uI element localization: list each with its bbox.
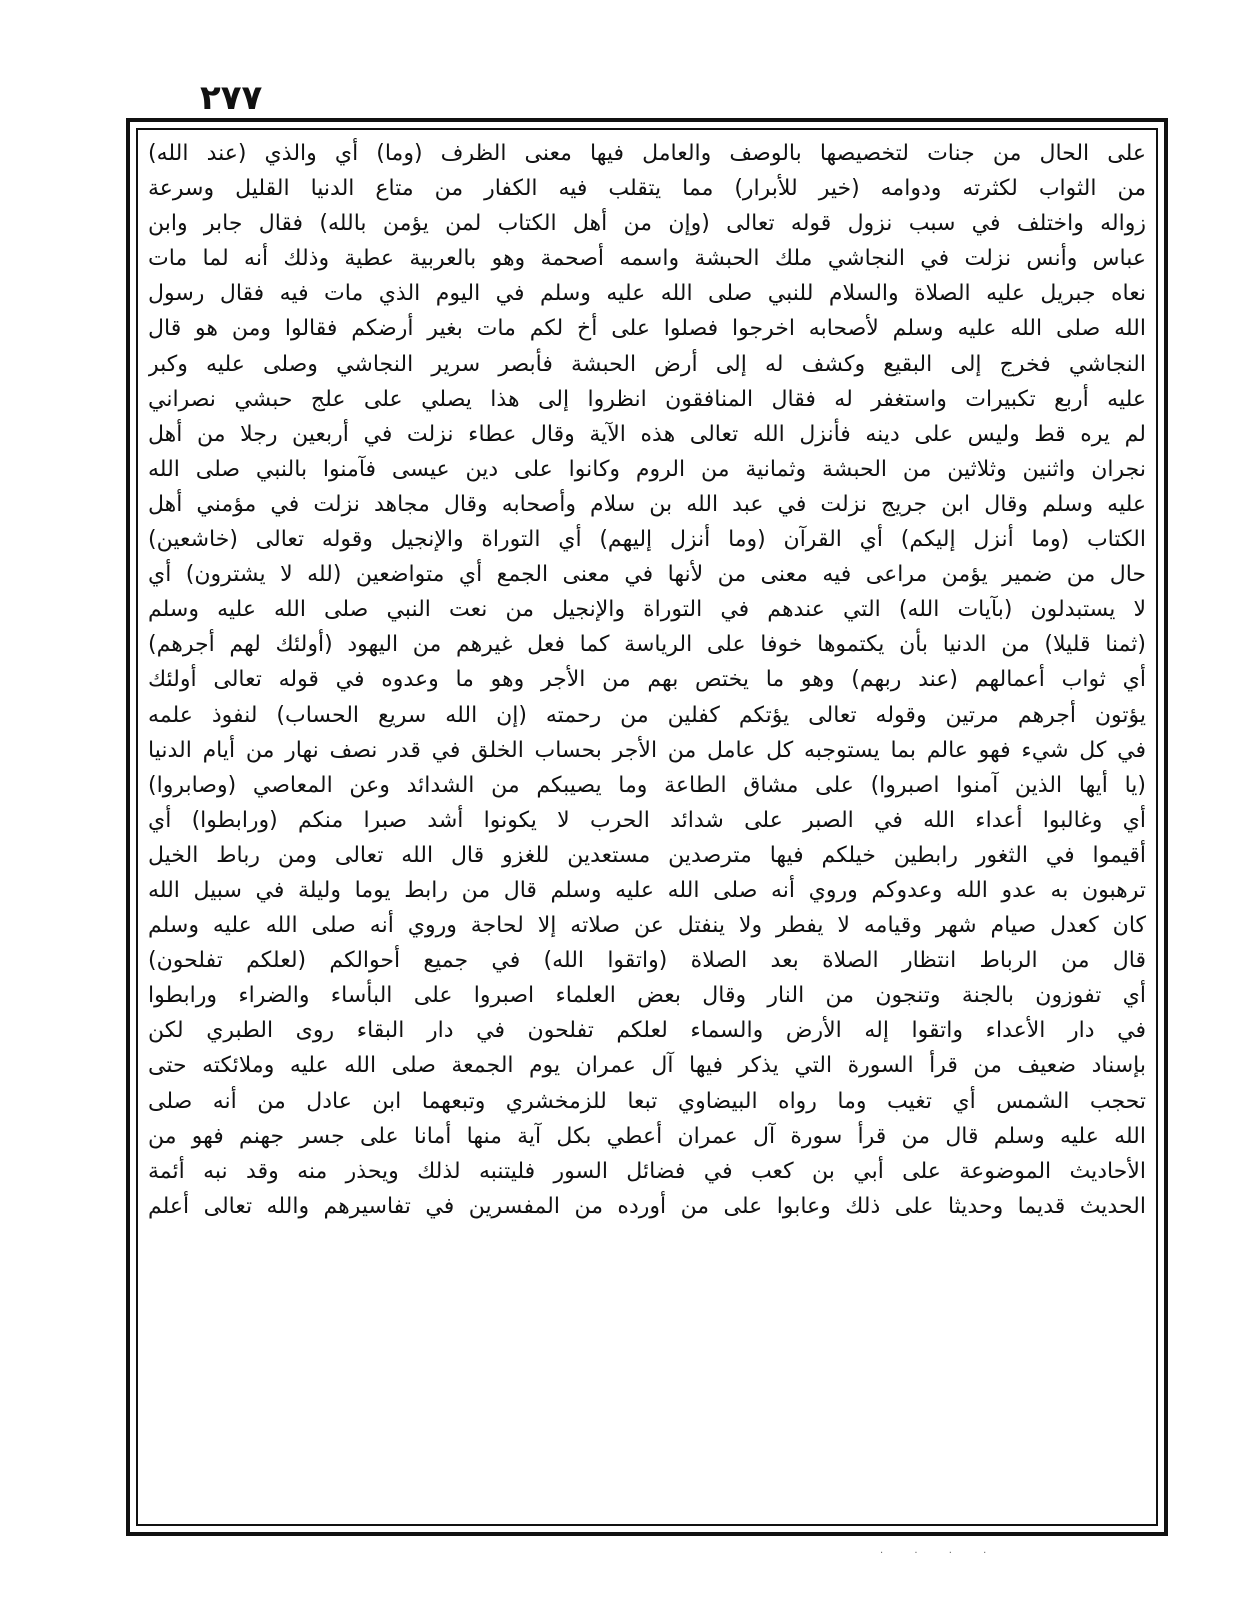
main-text	[148, 136, 1146, 1518]
text-line-19: (يا أيها الذين آمنوا اصبروا) على مشاق الطاعة وما يصيبكم من الشدائد وعن المعاصي (وصابروا)	[148, 772, 1146, 798]
text-line-7: النجاشي فخرج إلى البقيع وكشف له إلى أرض الحبشة فأبصر سرير النجاشي وصلى عليه وكبر	[148, 351, 1146, 377]
text-line-13: حال من ضمير يؤمن مراعى فيه معنى من لأنها في معنى الجمع أي متواضعين (لله لا يشترون) أي	[148, 562, 1146, 588]
page-frame-outer	[126, 118, 1168, 1536]
text-line-27: بإسناد ضعيف من قرأ السورة التي يذكر فيها آل عمران يوم الجمعة صلى الله عليه وملائكته حتى	[148, 1053, 1146, 1079]
text-line-28: تحجب الشمس أي تغيب وما رواه البيضاوي تبعا للزمخشري وتبعهما ابن عادل من أنه صلى	[148, 1088, 1146, 1114]
text-line-24: قال من الرباط انتظار الصلاة بعد الصلاة (واتقوا الله) في جميع أحوالكم (لعلكم تفلحون)	[148, 948, 1146, 974]
text-line-11: عليه وسلم وقال ابن جريج نزلت في عبد الله بن سلام وأصحابه وقال مجاهد نزلت في مؤمني أهل	[148, 491, 1146, 517]
text-line-6: الله صلى الله عليه وسلم لأصحابه اخرجوا فصلوا على أخ لكم مات بغير أرضكم فقالوا ومن هو قال	[148, 316, 1146, 342]
text-line-30: الأحاديث الموضوعة على أبي بن كعب في فضائل السور فليتنبه لذلك ويحذر منه وقد نبه أئمة	[148, 1158, 1146, 1184]
page-number: ٢٧٧	[200, 78, 263, 118]
text-line-26: في دار الأعداء واتقوا إله الأرض والسماء لعلكم تفلحون في دار البقاء روى الطبري لكن	[148, 1018, 1146, 1044]
text-line-10: نجران واثنين وثلاثين من الحبشة وثمانية من الروم وكانوا على دين عيسى فآمنوا بالنبي صلى الله	[148, 456, 1146, 482]
text-line-3: زواله واختلف في سبب نزول قوله تعالى (وإن من أهل الكتاب لمن يؤمن بالله) فقال جابر وابن	[148, 211, 1146, 237]
text-line-21: أقيموا في الثغور رابطين خيلكم فيها مترصدين مستعدين للغزو قال الله تعالى ومن رباط الخيل	[148, 842, 1146, 868]
text-line-1: على الحال من جنات لتخصيصها بالوصف والعامل فيها معنى الظرف (وما) أي والذي (عند الله)	[148, 141, 1146, 166]
text-line-22: ترهبون به عدو الله وعدوكم وروي أنه صلى الله عليه وسلم قال من رابط يوما وليلة في سبيل الله	[148, 877, 1146, 903]
text-line-2: من الثواب لكثرته ودوامه (خير للأبرار) مما يتقلب فيه الكفار من متاع الدنيا القليل وسرعة	[148, 176, 1146, 202]
scan-artifact-dots: · · · ·	[880, 1548, 1001, 1559]
text-line-12: الكتاب (وما أنزل إليكم) أي القرآن (وما أنزل إليهم) أي التوراة والإنجيل وقوله تعالى (خاشعين)	[148, 527, 1146, 553]
text-line-18: في كل شيء فهو عالم بما يستوجبه كل عامل من الأجر بحساب الخلق في قدر نصف نهار من أيام الدنيا	[148, 737, 1146, 763]
text-line-31: الحديث قديما وحديثا على ذلك وعابوا على من أورده من المفسرين في تفاسيرهم والله تعالى أعلم	[148, 1193, 1146, 1219]
text-line-25: أي تفوزون بالجنة وتنجون من النار وقال بعض العلماء اصبروا على البأساء والضراء ورابطوا	[148, 983, 1146, 1009]
text-line-14: لا يستبدلون (بآيات الله) التي عندهم في التوراة والإنجيل من نعت النبي صلى الله عليه وسلم	[148, 597, 1146, 623]
text-line-15: (ثمنا قليلا) من الدنيا بأن يكتموها خوفا على الرياسة كما فعل غيرهم من اليهود (أولئك لهم أجرهم)	[148, 632, 1146, 658]
text-line-4: عباس وأنس نزلت في النجاشي ملك الحبشة واسمه أصحمة وهو بالعربية عطية وذلك أنه لما مات	[148, 246, 1146, 272]
text-line-23: كان كعدل صيام شهر وقيامه لا يفطر ولا ينفتل عن صلاته إلا لحاجة وروي أنه صلى الله عليه وسلم	[148, 913, 1146, 939]
text-line-17: يؤتون أجرهم مرتين وقوله تعالى يؤتكم كفلين من رحمته (إن الله سريع الحساب) لنفوذ علمه	[148, 702, 1146, 728]
text-line-20: أي وغالبوا أعداء الله في الصبر على شدائد الحرب لا يكونوا أشد صبرا منكم (ورابطوا) أي	[148, 807, 1146, 833]
text-line-8: عليه أربع تكبيرات واستغفر له فقال المنافقون انظروا إلى هذا يصلي على علج حبشي نصراني	[148, 386, 1146, 412]
text-line-9: لم يره قط وليس على دينه فأنزل الله تعالى هذه الآية وقال عطاء نزلت في أربعين رجلا من أهل	[148, 421, 1146, 447]
text-line-5: نعاه جبريل عليه الصلاة والسلام للنبي صلى الله عليه وسلم في اليوم الذي مات فيه فقال رسول	[148, 281, 1146, 307]
text-line-29: الله عليه وسلم قال من قرأ سورة آل عمران أعطي بكل آية منها أمانا على جسر جهنم فهو من	[148, 1123, 1146, 1149]
text-line-16: أي ثواب أعمالهم (عند ربهم) وهو ما يختص بهم من الأجر وهو ما وعدوه في قوله تعالى أولئك	[148, 667, 1146, 693]
